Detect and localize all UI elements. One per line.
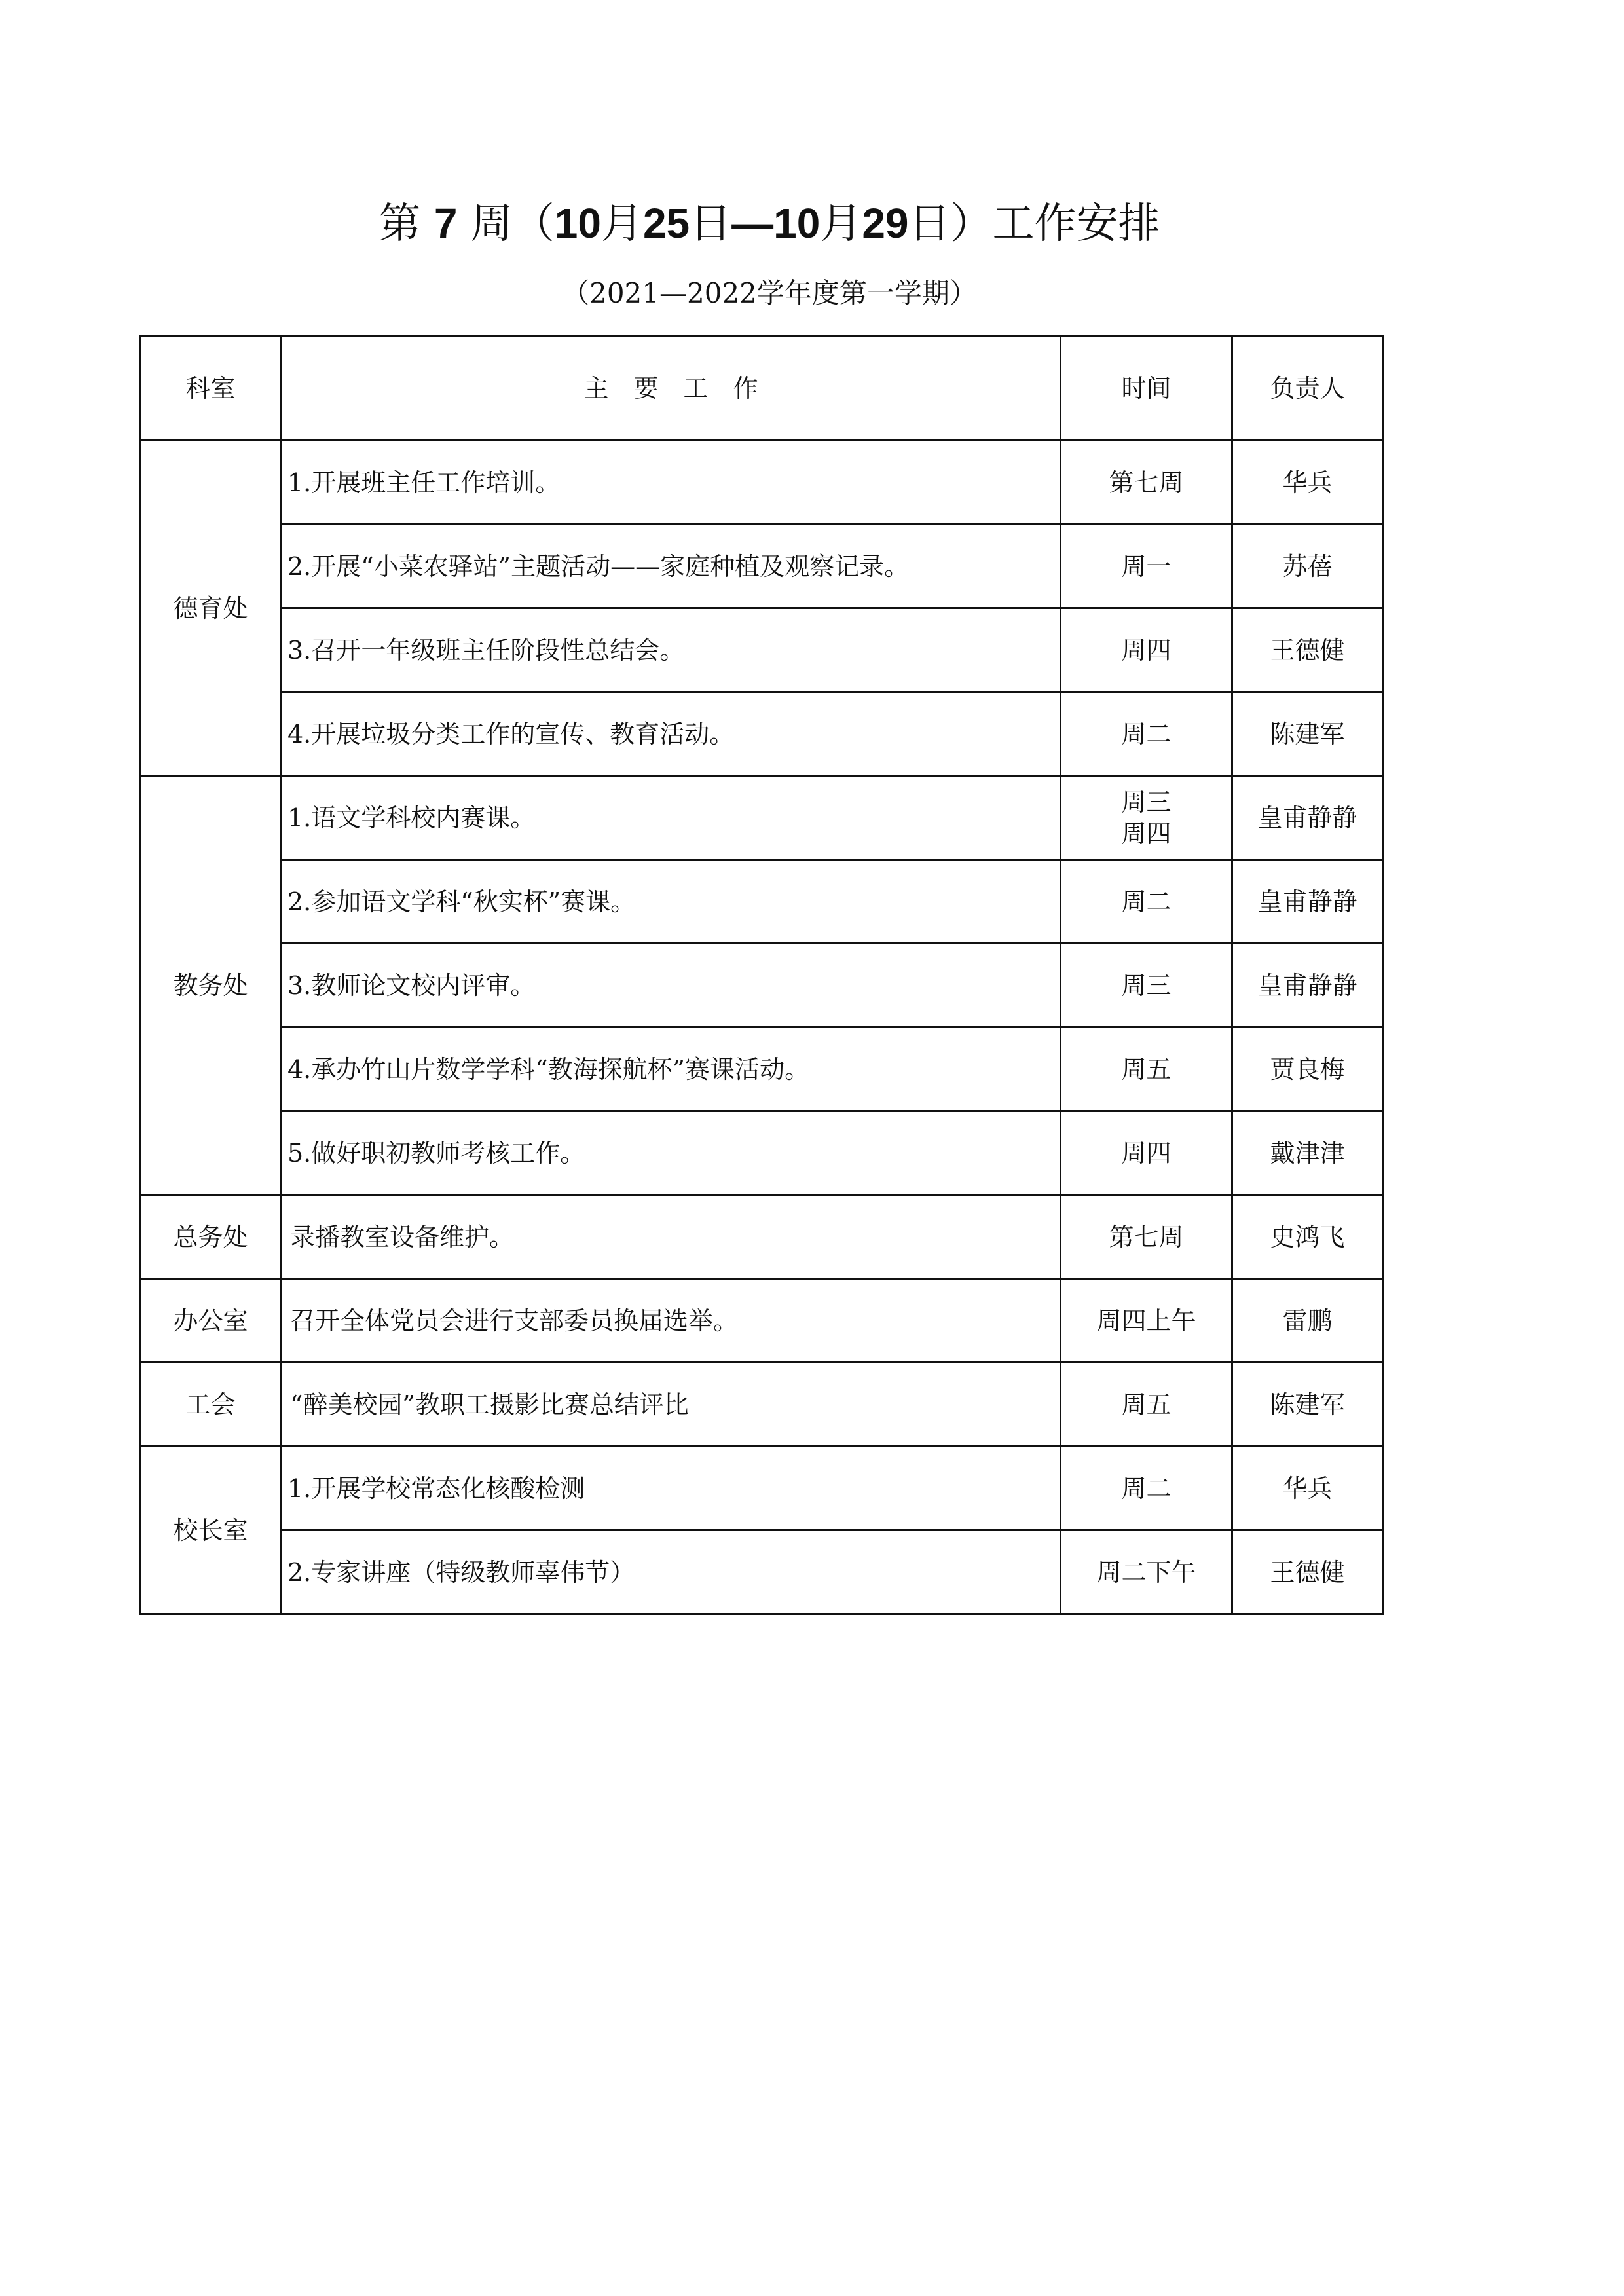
time-cell: 第七周 xyxy=(1061,1195,1232,1279)
work-cell: 3.教师论文校内评审。 xyxy=(282,944,1061,1028)
time-cell: 周五 xyxy=(1061,1363,1232,1447)
table-row xyxy=(140,1111,1383,1195)
time-cell: 周五 xyxy=(1061,1028,1232,1111)
time-cell xyxy=(1061,776,1232,860)
table-row xyxy=(140,1363,1383,1447)
page-title xyxy=(0,194,1539,253)
table-row xyxy=(140,1530,1383,1614)
owner-cell: 皇甫静静 xyxy=(1232,944,1383,1028)
title-dash: — xyxy=(731,200,774,247)
title-prefix: 第 xyxy=(378,200,421,248)
table-row xyxy=(140,1195,1383,1279)
work-cell: 召开全体党员会进行支部委员换届选举。 xyxy=(282,1279,1061,1363)
owner-cell: 陈建军 xyxy=(1232,692,1383,776)
title-start-day: 25 xyxy=(642,200,690,247)
work-cell: 1.开展班主任工作培训。 xyxy=(282,441,1061,525)
table-row xyxy=(140,860,1383,944)
work-cell: 5.做好职初教师考核工作。 xyxy=(282,1111,1061,1195)
work-cell: “醉美校园”教职工摄影比赛总结评比 xyxy=(282,1363,1061,1447)
header-department: 科室 xyxy=(140,336,282,441)
work-cell: 录播教室设备维护。 xyxy=(282,1195,1061,1279)
time-cell: 周一 xyxy=(1061,525,1232,608)
time-cell: 周二 xyxy=(1061,1447,1232,1530)
title-week-number: 7 xyxy=(434,200,458,247)
work-cell: 4.开展垃圾分类工作的宣传、教育活动。 xyxy=(282,692,1061,776)
department-cell: 总务处 xyxy=(140,1195,282,1279)
time-cell: 第七周 xyxy=(1061,441,1232,525)
table-header-row xyxy=(140,336,1383,441)
department-cell: 教务处 xyxy=(140,776,282,1195)
owner-cell: 苏蓓 xyxy=(1232,525,1383,608)
time-cell: 周二 xyxy=(1061,692,1232,776)
time-line: 周四 xyxy=(1121,819,1172,848)
owner-cell: 王德健 xyxy=(1232,608,1383,692)
owner-cell: 戴津津 xyxy=(1232,1111,1383,1195)
title-start-day-label: 日 xyxy=(690,200,732,248)
table-row xyxy=(140,441,1383,525)
title-start-month-label: 月 xyxy=(600,200,643,248)
page-subtitle: （2021—2022学年度第一学期） xyxy=(562,277,977,309)
title-end-day-label: 日 xyxy=(908,200,951,248)
work-cell: 3.召开一年级班主任阶段性总结会。 xyxy=(282,608,1061,692)
owner-cell: 华兵 xyxy=(1232,441,1383,525)
owner-cell: 陈建军 xyxy=(1232,1363,1383,1447)
header-owner: 负责人 xyxy=(1232,336,1383,441)
time-cell: 周二 xyxy=(1061,860,1232,944)
time-cell: 周四 xyxy=(1061,608,1232,692)
owner-cell: 华兵 xyxy=(1232,1447,1383,1530)
work-cell: 2.专家讲座（特级教师辜伟节） xyxy=(282,1530,1061,1614)
table-row xyxy=(140,1028,1383,1111)
owner-cell: 王德健 xyxy=(1232,1530,1383,1614)
title-end-month: 10 xyxy=(773,200,821,247)
title-start-month: 10 xyxy=(554,200,601,247)
time-line: 周三 xyxy=(1121,787,1172,817)
schedule-table xyxy=(139,335,1384,1615)
owner-cell: 史鸿飞 xyxy=(1232,1195,1383,1279)
work-cell: 1.语文学科校内赛课。 xyxy=(282,776,1061,860)
table-row xyxy=(140,692,1383,776)
header-time: 时间 xyxy=(1061,336,1232,441)
time-cell: 周四 xyxy=(1061,1111,1232,1195)
table-row xyxy=(140,944,1383,1028)
title-end-day: 29 xyxy=(862,200,909,247)
table-row xyxy=(140,1279,1383,1363)
table-row xyxy=(140,1447,1383,1530)
owner-cell: 皇甫静静 xyxy=(1232,776,1383,860)
header-work: 主 要 工 作 xyxy=(282,336,1061,441)
work-cell: 1.开展学校常态化核酸检测 xyxy=(282,1447,1061,1530)
department-cell: 工会 xyxy=(140,1363,282,1447)
title-suffix: ）工作安排 xyxy=(950,200,1160,248)
owner-cell: 贾良梅 xyxy=(1232,1028,1383,1111)
time-cell: 周二下午 xyxy=(1061,1530,1232,1614)
title-week-label: 周（ xyxy=(470,200,555,248)
table-row xyxy=(140,525,1383,608)
time-cell: 周四上午 xyxy=(1061,1279,1232,1363)
work-cell: 2.参加语文学科“秋实杯”赛课。 xyxy=(282,860,1061,944)
work-cell: 2.开展“小菜农驿站”主题活动——家庭种植及观察记录。 xyxy=(282,525,1061,608)
owner-cell: 雷鹏 xyxy=(1232,1279,1383,1363)
table-row xyxy=(140,776,1383,860)
table-row xyxy=(140,608,1383,692)
time-cell: 周三 xyxy=(1061,944,1232,1028)
owner-cell: 皇甫静静 xyxy=(1232,860,1383,944)
department-cell: 办公室 xyxy=(140,1279,282,1363)
work-cell: 4.承办竹山片数学学科“教海探航杯”赛课活动。 xyxy=(282,1028,1061,1111)
department-cell: 校长室 xyxy=(140,1447,282,1614)
title-end-month-label: 月 xyxy=(820,200,862,248)
department-cell: 德育处 xyxy=(140,441,282,776)
